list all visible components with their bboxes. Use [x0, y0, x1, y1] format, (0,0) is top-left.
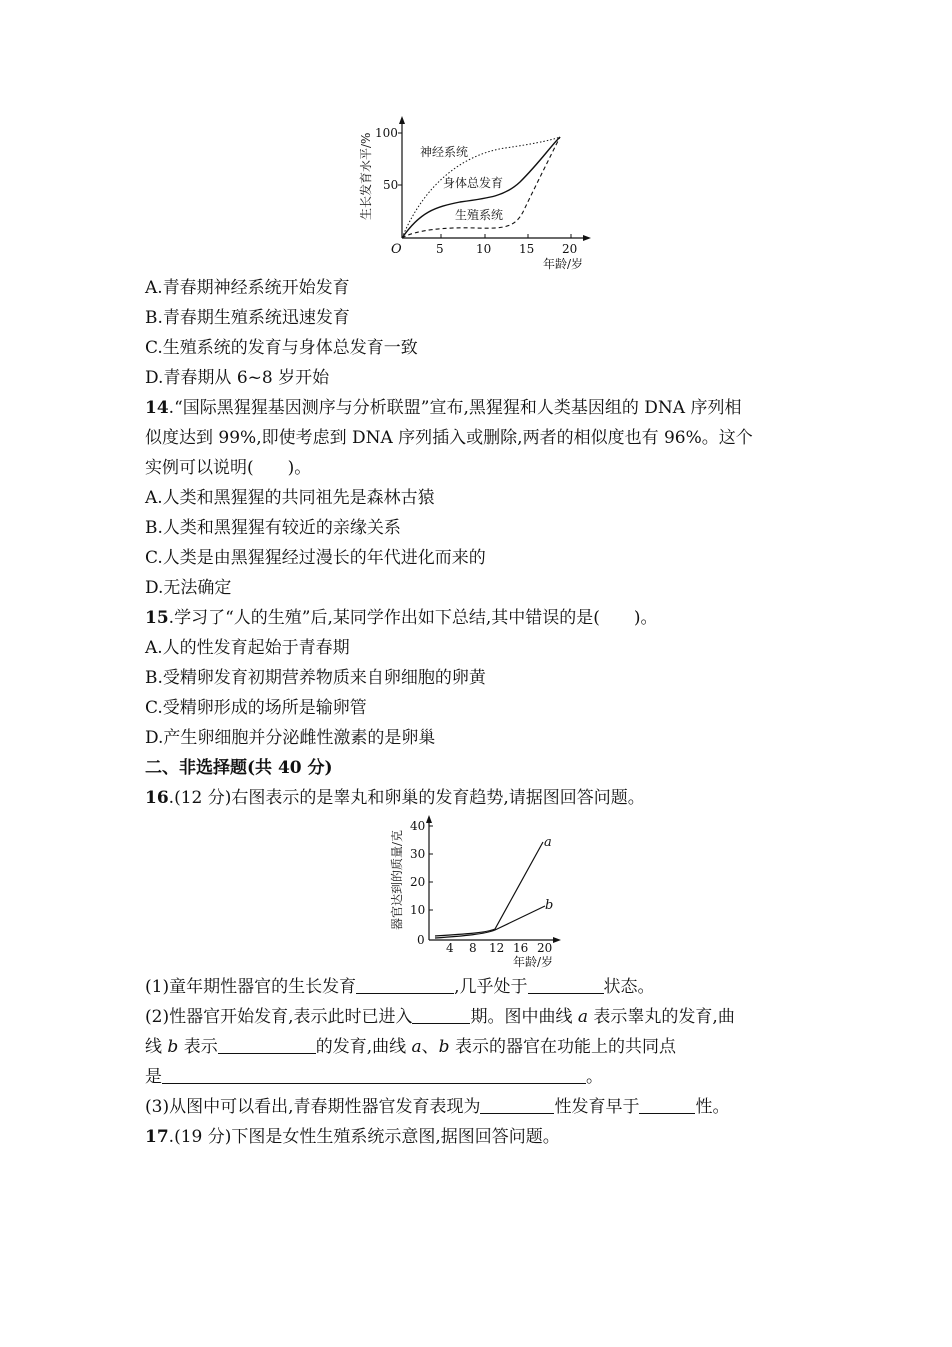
q16-p2-var-a2: a — [411, 1037, 422, 1057]
q16-p2-text-j: 。 — [586, 1067, 603, 1087]
chart1-xtick-15: 15 — [519, 242, 535, 256]
curve-a-label: a — [544, 835, 552, 850]
q16-p2-blank-1[interactable] — [412, 1007, 470, 1024]
q13-option-a: A.青春期神经系统开始发育 — [145, 278, 350, 298]
q16-p3-blank-2[interactable] — [639, 1097, 695, 1114]
curve-a-testis — [435, 842, 543, 936]
chart2-ytick-0: 0 — [417, 933, 425, 947]
q16-p3-text-b: 性发育早于 — [554, 1097, 640, 1117]
chart2-xtick-16: 16 — [513, 941, 529, 955]
curve-b-ovary — [435, 906, 545, 938]
q16-part-2-line1 — [145, 1007, 735, 1027]
chart2-xtick-20: 20 — [537, 941, 553, 955]
label-reproductive-system: 生殖系统 — [455, 208, 504, 222]
q16-p1-blank-2[interactable] — [528, 977, 604, 994]
q14-number: 14 — [145, 398, 169, 418]
q13-option-b: B.青春期生殖系统迅速发育 — [145, 308, 350, 328]
chart2-ytick-40: 40 — [410, 819, 426, 833]
q14-option-c: C.人类是由黑猩猩经过漫长的年代进化而来的 — [145, 548, 486, 568]
q16-p2-var-a: a — [577, 1007, 589, 1027]
chart2-y-arrow — [426, 815, 432, 823]
q16-p2-text-e: 表示 — [178, 1037, 218, 1057]
q16-p2-text-i: 是 — [145, 1067, 162, 1087]
q14-text-1: .“国际黑猩猩基因测序与分析联盟”宣布,黑猩猩和人类基因组的 DNA 序列相 — [168, 398, 742, 418]
chart2-ytick-20: 20 — [410, 875, 426, 889]
q16-p1-text-a: (1)童年期性器官的生长发育 — [145, 977, 357, 997]
label-nervous-system: 神经系统 — [420, 145, 469, 159]
q15-text: .学习了“人的生殖”后,某同学作出如下总结,其中错误的是( )。 — [168, 608, 658, 628]
q16-p1-text-b: ,几乎处于 — [454, 977, 528, 997]
q16-part-2-line3 — [145, 1067, 603, 1087]
q16-p3-text-c: 性。 — [695, 1097, 730, 1117]
chart2-xtick-8: 8 — [469, 941, 477, 955]
q17-intro-text: .(19 分)下图是女性生殖系统示意图,据图回答问题。 — [168, 1127, 560, 1147]
chart1-xtick-5: 5 — [436, 242, 444, 256]
chart1-ytick-50: 50 — [383, 178, 399, 192]
q16-part-3 — [145, 1097, 729, 1117]
section-2-heading: 二、非选择题(共 40 分) — [145, 758, 333, 778]
chart2-xtick-4: 4 — [446, 941, 454, 955]
q16-intro-text: .(12 分)右图表示的是睾丸和卵巢的发育趋势,请据图回答问题。 — [168, 788, 645, 808]
q14-stem-line2: 似度达到 99%,即使考虑到 DNA 序列插入或删除,两者的相似度也有 96%。这个 — [145, 428, 753, 448]
q14-option-d: D.无法确定 — [145, 578, 232, 598]
growth-chart — [355, 112, 600, 272]
q15-number: 15 — [145, 608, 169, 628]
chart2-ytick-10: 10 — [410, 903, 426, 917]
q15-stem — [145, 608, 658, 628]
q16-p2-text-f: 的发育,曲线 — [315, 1037, 412, 1057]
chart2-xlabel: 年龄/岁 — [513, 955, 554, 969]
q13-option-c: C.生殖系统的发育与身体总发育一致 — [145, 338, 418, 358]
organ-mass-chart — [385, 812, 570, 972]
chart1-xtick-20: 20 — [562, 242, 578, 256]
chart1-y-arrow — [399, 116, 405, 124]
chart1-xtick-10: 10 — [476, 242, 492, 256]
q16-p1-text-c: 状态。 — [603, 977, 655, 997]
q14-stem-line3: 实例可以说明( )。 — [145, 458, 312, 478]
chart1-origin: O — [391, 242, 402, 257]
chart2-x-arrow — [553, 937, 561, 943]
q16-part-1 — [145, 977, 655, 997]
q17-number: 17 — [145, 1127, 169, 1147]
q16-p2-blank-3[interactable] — [162, 1067, 586, 1084]
q16-p2-blank-2[interactable] — [218, 1037, 316, 1054]
q15-option-b: B.受精卵发育初期营养物质来自卵细胞的卵黄 — [145, 668, 486, 688]
q16-p2-text-h: 表示的器官在功能上的共同点 — [449, 1037, 676, 1057]
q16-p3-text-a: (3)从图中可以看出,青春期性器官发育表现为 — [145, 1097, 481, 1117]
q14-stem-line1 — [145, 398, 741, 418]
chart2-ytick-30: 30 — [410, 847, 426, 861]
q16-intro — [145, 788, 645, 808]
q15-option-d: D.产生卵细胞并分泌雌性激素的是卵巢 — [145, 728, 436, 748]
label-body-development: 身体总发育 — [443, 176, 504, 190]
q16-p2-var-b: b — [167, 1037, 179, 1057]
q14-option-a: A.人类和黑猩猩的共同祖先是森林古猿 — [145, 488, 435, 508]
q16-p2-text-d: 线 — [145, 1037, 168, 1057]
q16-p1-blank-1[interactable] — [356, 977, 454, 994]
chart1-xlabel: 年龄/岁 — [543, 257, 584, 271]
q13-option-d: D.青春期从 6~8 岁开始 — [145, 368, 330, 388]
q15-option-a: A.人的性发育起始于青春期 — [145, 638, 350, 658]
q16-p2-var-b2: b — [438, 1037, 450, 1057]
chart1-ylabel: 生长发育水平/% — [359, 132, 373, 220]
q14-option-b: B.人类和黑猩猩有较近的亲缘关系 — [145, 518, 401, 538]
q16-p2-text-b: 期。图中曲线 — [470, 1007, 578, 1027]
chart2-xtick-12: 12 — [489, 941, 505, 955]
chart1-ytick-100: 100 — [375, 126, 398, 140]
q15-option-c: C.受精卵形成的场所是输卵管 — [145, 698, 367, 718]
q16-part-2-line2 — [145, 1037, 676, 1057]
q16-p2-text-c: 表示睾丸的发育,曲 — [588, 1007, 735, 1027]
q16-p2-text-g: 、 — [421, 1037, 439, 1057]
chart1-x-arrow — [583, 235, 591, 241]
q16-p2-text-a: (2)性器官开始发育,表示此时已进入 — [145, 1007, 413, 1027]
curve-b-label: b — [545, 898, 554, 913]
chart2-ylabel: 器官达到的质量/克 — [390, 829, 404, 930]
q16-number: 16 — [145, 788, 169, 808]
q16-p3-blank-1[interactable] — [480, 1097, 554, 1114]
q17-intro — [145, 1127, 560, 1147]
